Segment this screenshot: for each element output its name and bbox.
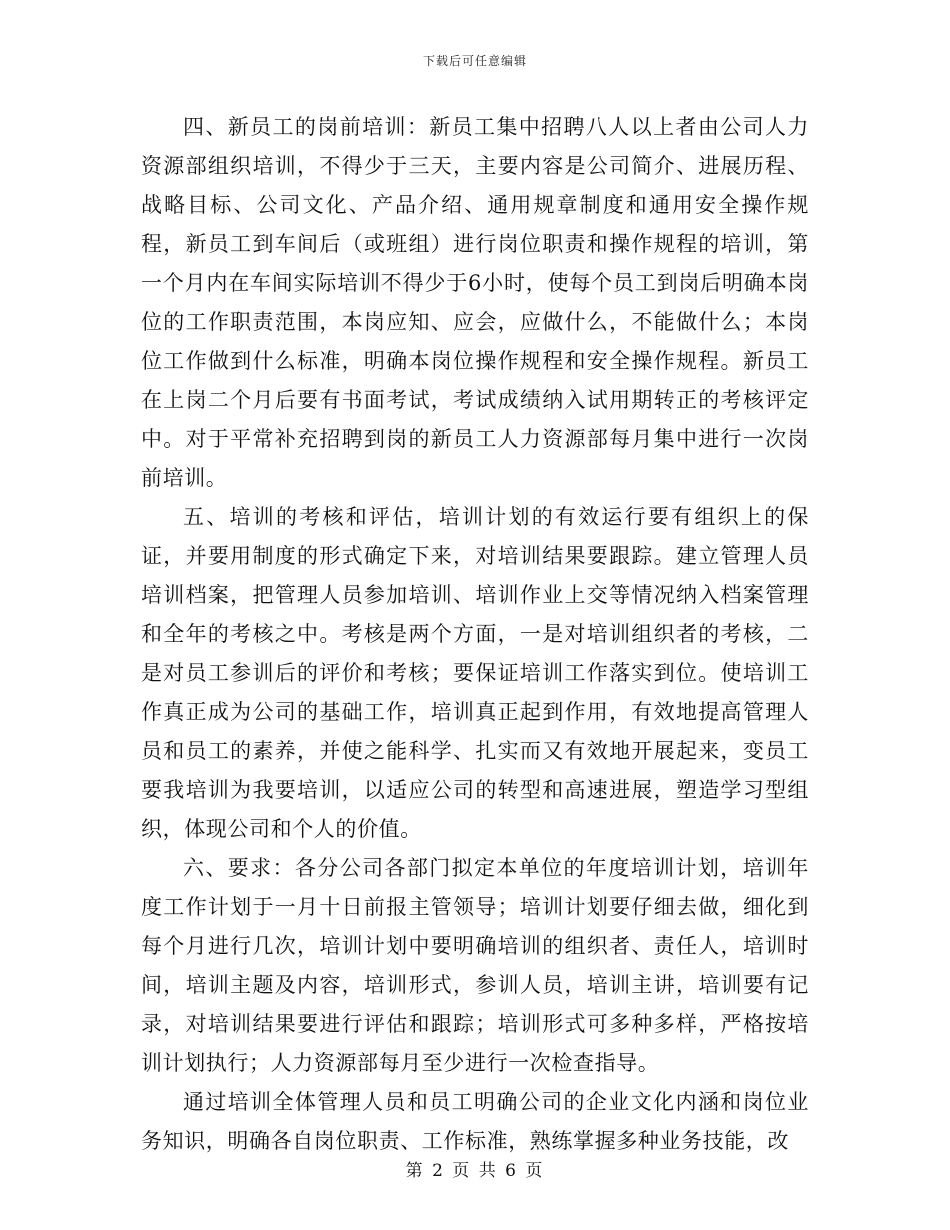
document-body [141, 108, 809, 1161]
paragraph-new-employee-training: 四、新员工的岗前培训：新员工集中招聘八人以上者由公司人力资源部组织培训，不得少于三天，主要内容是公司简介、进展历程、战略目标、公司文化、产品介绍、通用规章制度和通用安全操作规程，新员工到车间后（或班组）进行岗位职责和操作规程的培训，第一个月内在车间实际培训不得少于6小时，使每个员工到岗后明确本岗位的工作职责范围，本岗应知、应会，应做什么，不能做什么；本岗位工作做到什么标准，明确本岗位操作规程和安全操作规程。新员工在上岗二个月后要有书面考试，考试成绩纳入试用期转正的考核评定中。对于平常补充招聘到岗的新员工人力资源部每月集中进行一次岗前培训。 [141, 115, 809, 490]
page-number-footer: 第 2 页 共 6 页 [405, 1161, 545, 1181]
paragraph-training-goals: 通过培训全体管理人员和员工明确公司的企业文化内涵和岗位业务知识，明确各自岗位职责、工作标准，熟练掌握多种业务技能，改 [141, 1090, 809, 1153]
page-header: 下载后可任意编辑 [422, 54, 527, 68]
paragraph-training-assessment: 五、培训的考核和评估，培训计划的有效运行要有组织上的保证，并要用制度的形式确定下来，对培训结果要跟踪。建立管理人员培训档案，把管理人员参加培训、培训作业上交等情况纳入档案管理和全年的考核之中。考核是两个方面，一是对培训组织者的考核，二是对员工参训后的评价和考核；要保证培训工作落实到位。使培训工作真正成为公司的基础工作，培训真正起到作用，有效地提高管理人员和员工的素养，并使之能科学、扎实而又有效地开展起来，变员工要我培训为我要培训，以适应公司的转型和高速进展，塑造学习型组织，体现公司和个人的价值。 [141, 505, 809, 841]
paragraph-requirements: 六、要求：各分公司各部门拟定本单位的年度培训计划，培训年度工作计划于一月十日前报主管领导；培训计划要仔细去做，细化到每个月进行几次，培训计划中要明确培训的组织者、责任人，培训时间，培训主题及内容，培训形式，参训人员，培训主讲，培训要有记录，对培训结果要进行评估和跟踪；培训形式可多种多样，严格按培训计划执行；人力资源部每月至少进行一次检查指导。 [141, 856, 809, 1075]
